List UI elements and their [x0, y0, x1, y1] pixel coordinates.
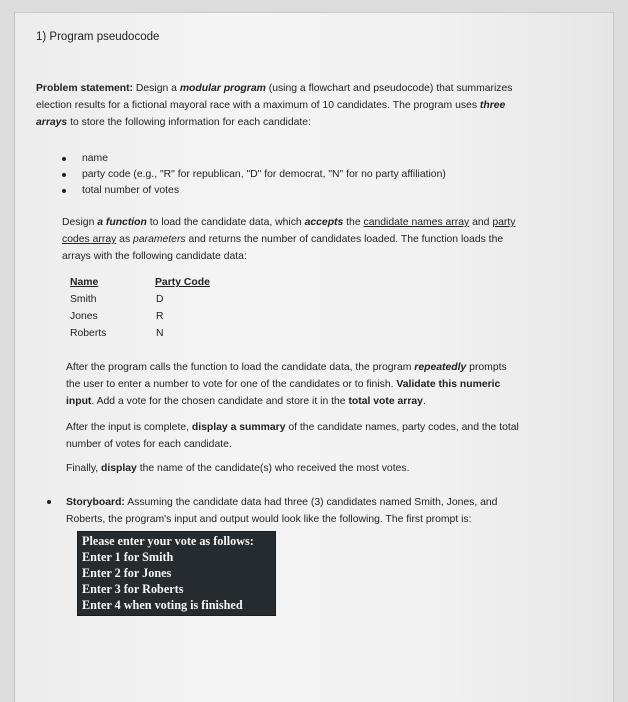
problem-text: (using a flowchart and pseudocode) that summarizes	[265, 83, 513, 94]
modular-program-emphasis: modular program	[179, 83, 266, 94]
final-text: the name of the candidate(s) who received the most votes.	[136, 463, 410, 474]
console-line: Enter 4 when voting is finished	[82, 598, 243, 612]
voting-text: .	[422, 396, 426, 407]
a-function-emphasis: a function	[97, 217, 147, 228]
table-cell-name: Smith	[70, 294, 97, 305]
validate-emphasis: Validate this numeric	[396, 379, 501, 390]
field-item-total-votes: total number of votes	[82, 185, 180, 196]
summary-line-2: number of votes for each candidate.	[66, 439, 232, 450]
arrays-emphasis: arrays	[36, 117, 68, 128]
final-line	[66, 460, 409, 477]
table-cell-party: N	[156, 328, 164, 339]
summary-text: After the input is complete,	[66, 422, 192, 433]
bullet-icon	[62, 157, 66, 161]
section-heading: 1) Program pseudocode	[36, 31, 160, 43]
storyboard-line-2: Roberts, the program's input and output would look like the following. The first prompt is:	[66, 514, 472, 525]
problem-text: Design a	[133, 83, 180, 94]
voting-text: . Add a vote for the chosen candidate and store it in the	[91, 396, 349, 407]
table-cell-name: Jones	[70, 311, 98, 322]
function-line-1	[62, 214, 515, 231]
field-item-name: name	[82, 153, 108, 164]
summary-line-1	[66, 419, 519, 436]
problem-line-2	[36, 97, 505, 114]
display-summary-emphasis: display a summary	[191, 422, 286, 433]
table-header-name: Name	[70, 277, 99, 288]
console-line: Enter 1 for Smith	[82, 550, 174, 564]
storyboard-line-1	[66, 494, 497, 511]
parameters-emphasis: parameters	[133, 234, 186, 245]
three-emphasis: three	[479, 100, 506, 111]
function-text: Design	[62, 217, 98, 228]
bullet-icon	[62, 189, 66, 193]
console-line: Please enter your vote as follows:	[82, 534, 254, 548]
party-underline: party	[492, 217, 516, 228]
final-text: Finally,	[66, 463, 102, 474]
bullet-icon	[47, 500, 51, 504]
voting-line-2	[66, 376, 500, 393]
repeatedly-emphasis: repeatedly	[414, 362, 467, 373]
accepts-emphasis: accepts	[304, 217, 344, 228]
voting-text: After the program calls the function to load the candidate data, the program	[66, 362, 415, 373]
bullet-icon	[62, 173, 66, 177]
candidate-names-array-underline: candidate names array	[363, 217, 470, 228]
table-cell-party: R	[156, 311, 164, 322]
storyboard-text: Assuming the candidate data had three (3) candidates named Smith, Jones, and	[124, 497, 498, 508]
function-line-2	[62, 231, 503, 248]
voting-text: prompts	[466, 362, 507, 373]
function-line-3: arrays with the following candidate data:	[62, 251, 247, 262]
function-text: and	[469, 217, 493, 228]
function-text: and returns the number of candidates loaded. The function loads the	[185, 234, 504, 245]
console-line: Enter 2 for Jones	[82, 566, 172, 580]
console-line: Enter 3 for Roberts	[82, 582, 184, 596]
table-header-party-code: Party Code	[155, 277, 210, 288]
table-cell-name: Roberts	[70, 328, 107, 339]
field-item-party-code: party code (e.g., "R" for republican, "D" for democrat, "N" for no party affiliation)	[82, 169, 446, 180]
function-text: as	[116, 234, 134, 245]
storyboard-label: Storyboard:	[66, 497, 125, 508]
voting-line-3	[66, 393, 426, 410]
table-cell-party: D	[156, 294, 164, 305]
problem-text: election results for a fictional mayoral race with a maximum of 10 candidates. The program uses	[36, 100, 480, 111]
input-emphasis: input	[66, 396, 92, 407]
problem-line-3	[36, 114, 311, 131]
summary-text: of the candidate names, party codes, and the total	[285, 422, 519, 433]
codes-array-underline: codes array	[62, 234, 117, 245]
problem-text: to store the following information for each candidate:	[67, 117, 311, 128]
problem-line-1	[36, 80, 512, 97]
problem-label: Problem statement:	[36, 83, 134, 94]
function-text: to load the candidate data, which	[146, 217, 305, 228]
total-vote-array-emphasis: total vote array	[348, 396, 423, 407]
display-emphasis: display	[101, 463, 137, 474]
voting-text: the user to enter a number to vote for one of the candidates or to finish.	[66, 379, 397, 390]
function-text: the	[343, 217, 364, 228]
voting-line-1	[66, 359, 507, 376]
